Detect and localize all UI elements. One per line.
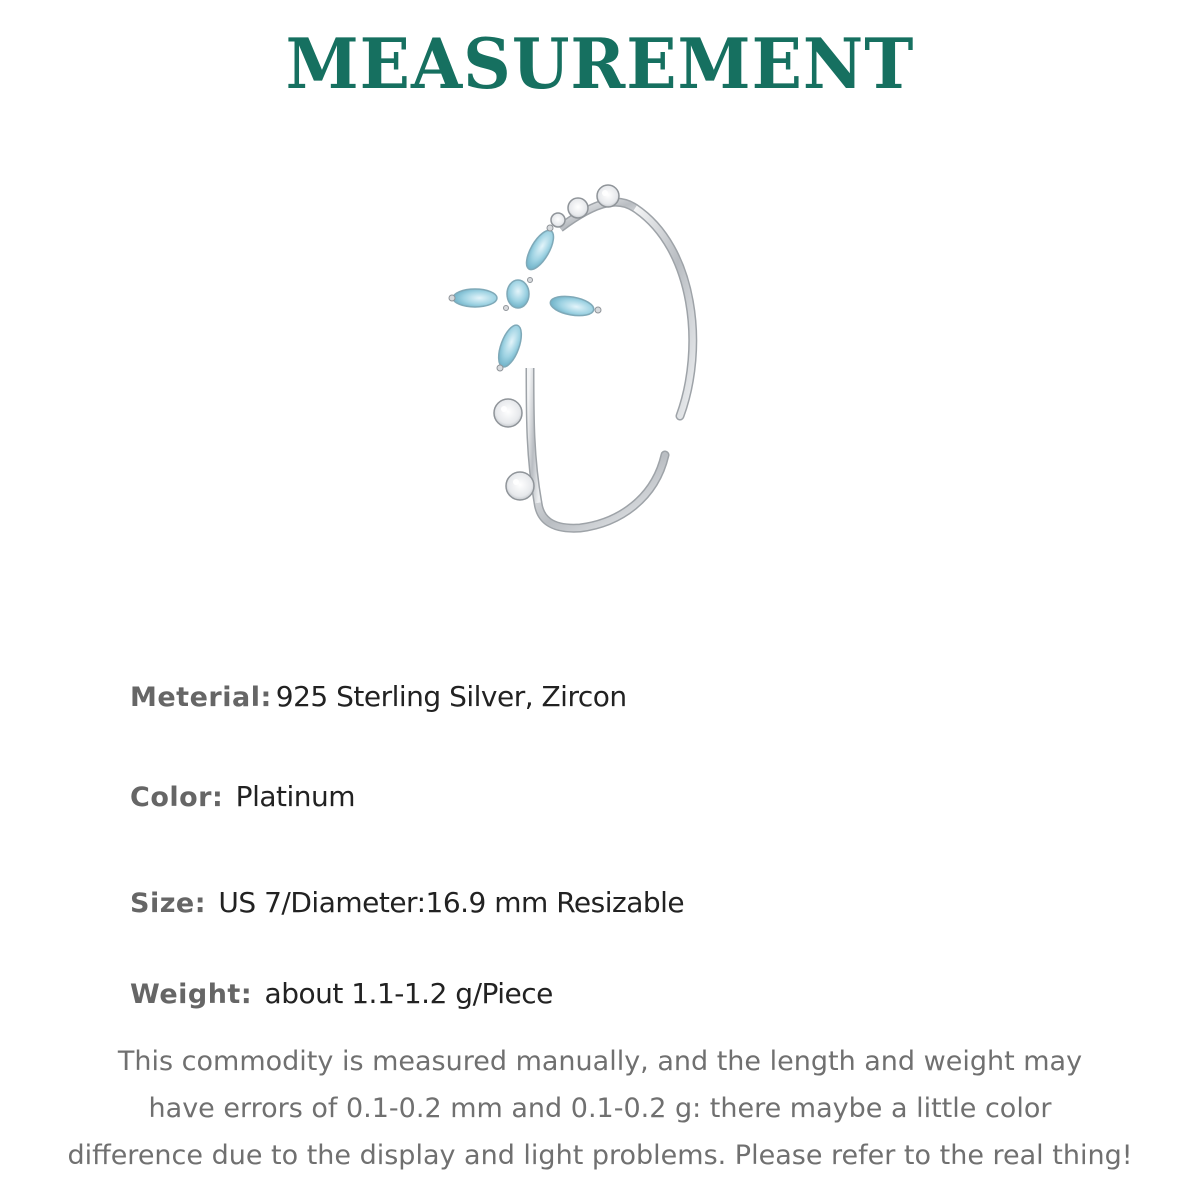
- spec-size: [130, 883, 684, 924]
- spec-size-label: Size:: [130, 888, 207, 919]
- spec-material-label: Meterial:: [130, 682, 272, 713]
- disclaimer: [0, 1038, 1200, 1179]
- spec-color-value: Platinum: [227, 780, 356, 813]
- disclaimer-line-3: difference due to the display and light problems. Please refer to the real thing!: [67, 1140, 1133, 1171]
- ring-icon: [430, 168, 730, 558]
- spec-material: [130, 677, 627, 718]
- spec-weight-value: about 1.1-1.2 g/Piece: [256, 977, 553, 1010]
- spec-size-value: US 7/Diameter:16.9 mm Resizable: [210, 886, 685, 919]
- disclaimer-line-2: have errors of 0.1-0.2 mm and 0.1-0.2 g: there maybe a little color: [148, 1093, 1052, 1124]
- spec-color-label: Color:: [130, 782, 224, 813]
- disclaimer-line-1: This commodity is measured manually, and the length and weight may: [117, 1046, 1083, 1077]
- spec-weight-label: Weight:: [130, 979, 253, 1010]
- page-title: MEASUREMENT: [285, 23, 915, 105]
- spec-weight: [130, 974, 553, 1015]
- spec-color: [130, 777, 355, 818]
- spec-material-value: 925 Sterling Silver, Zircon: [275, 680, 627, 713]
